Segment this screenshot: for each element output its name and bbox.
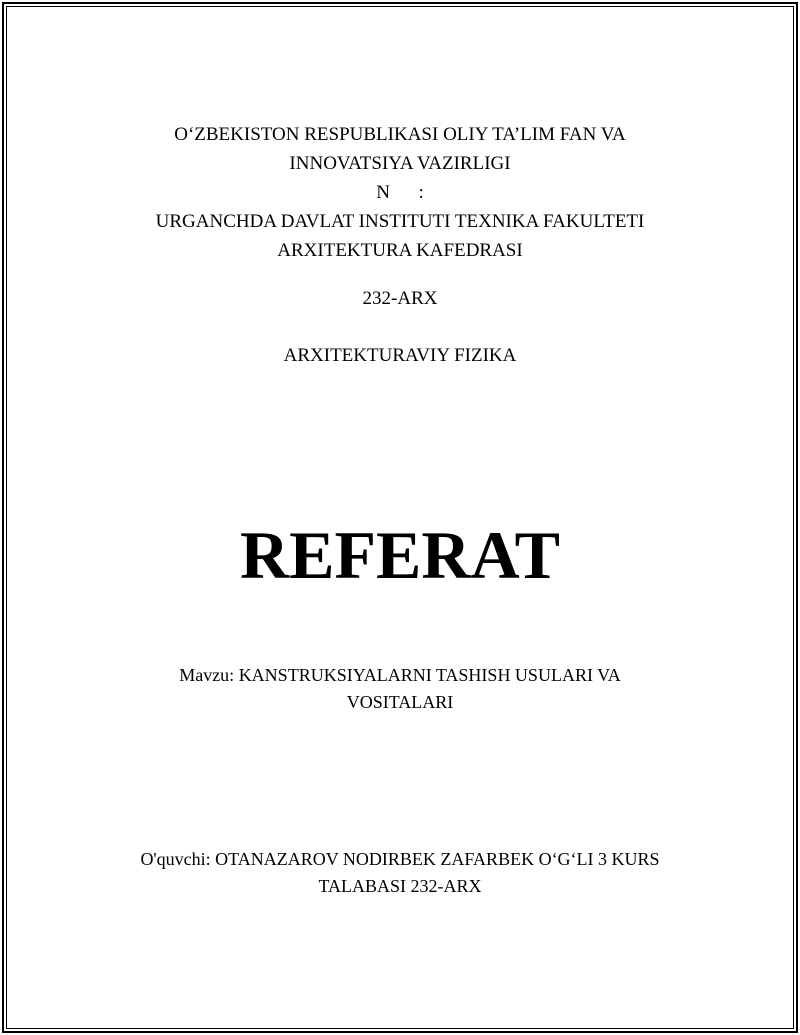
student-block [0, 846, 800, 900]
topic-line-1: Mavzu: KANSTRUKSIYALARNI TASHISH USULARI VA [179, 665, 621, 685]
header-line-institute: URGANCHDA DAVLAT INSTITUTI TEXNIKA FAKULTETI [155, 211, 645, 232]
header-line-number: N : [376, 182, 424, 203]
ministry-header [0, 120, 800, 265]
topic-block [0, 662, 800, 716]
header-line-ministry: O‘ZBEKISTON RESPUBLIKASI OLIY TA’LIM FAN VA [174, 124, 626, 145]
student-line-1: O'quvchi: OTANAZAROV NODIRBEK ZAFARBEK O‘G‘LI 3 KURS [140, 849, 660, 869]
group-code: 232-ARX [362, 288, 438, 309]
document-title: REFERAT [240, 517, 560, 593]
header-line-department: ARXITEKTURA KAFEDRASI [277, 240, 523, 261]
subject-name: ARXITEKTURAVIY FIZIKA [283, 345, 517, 366]
header-line-ministry-cont: INNOVATSIYA VAZIRLIGI [289, 153, 511, 174]
topic-line-2: VOSITALARI [346, 692, 454, 712]
student-line-2: TALABASI 232-ARX [318, 876, 482, 896]
